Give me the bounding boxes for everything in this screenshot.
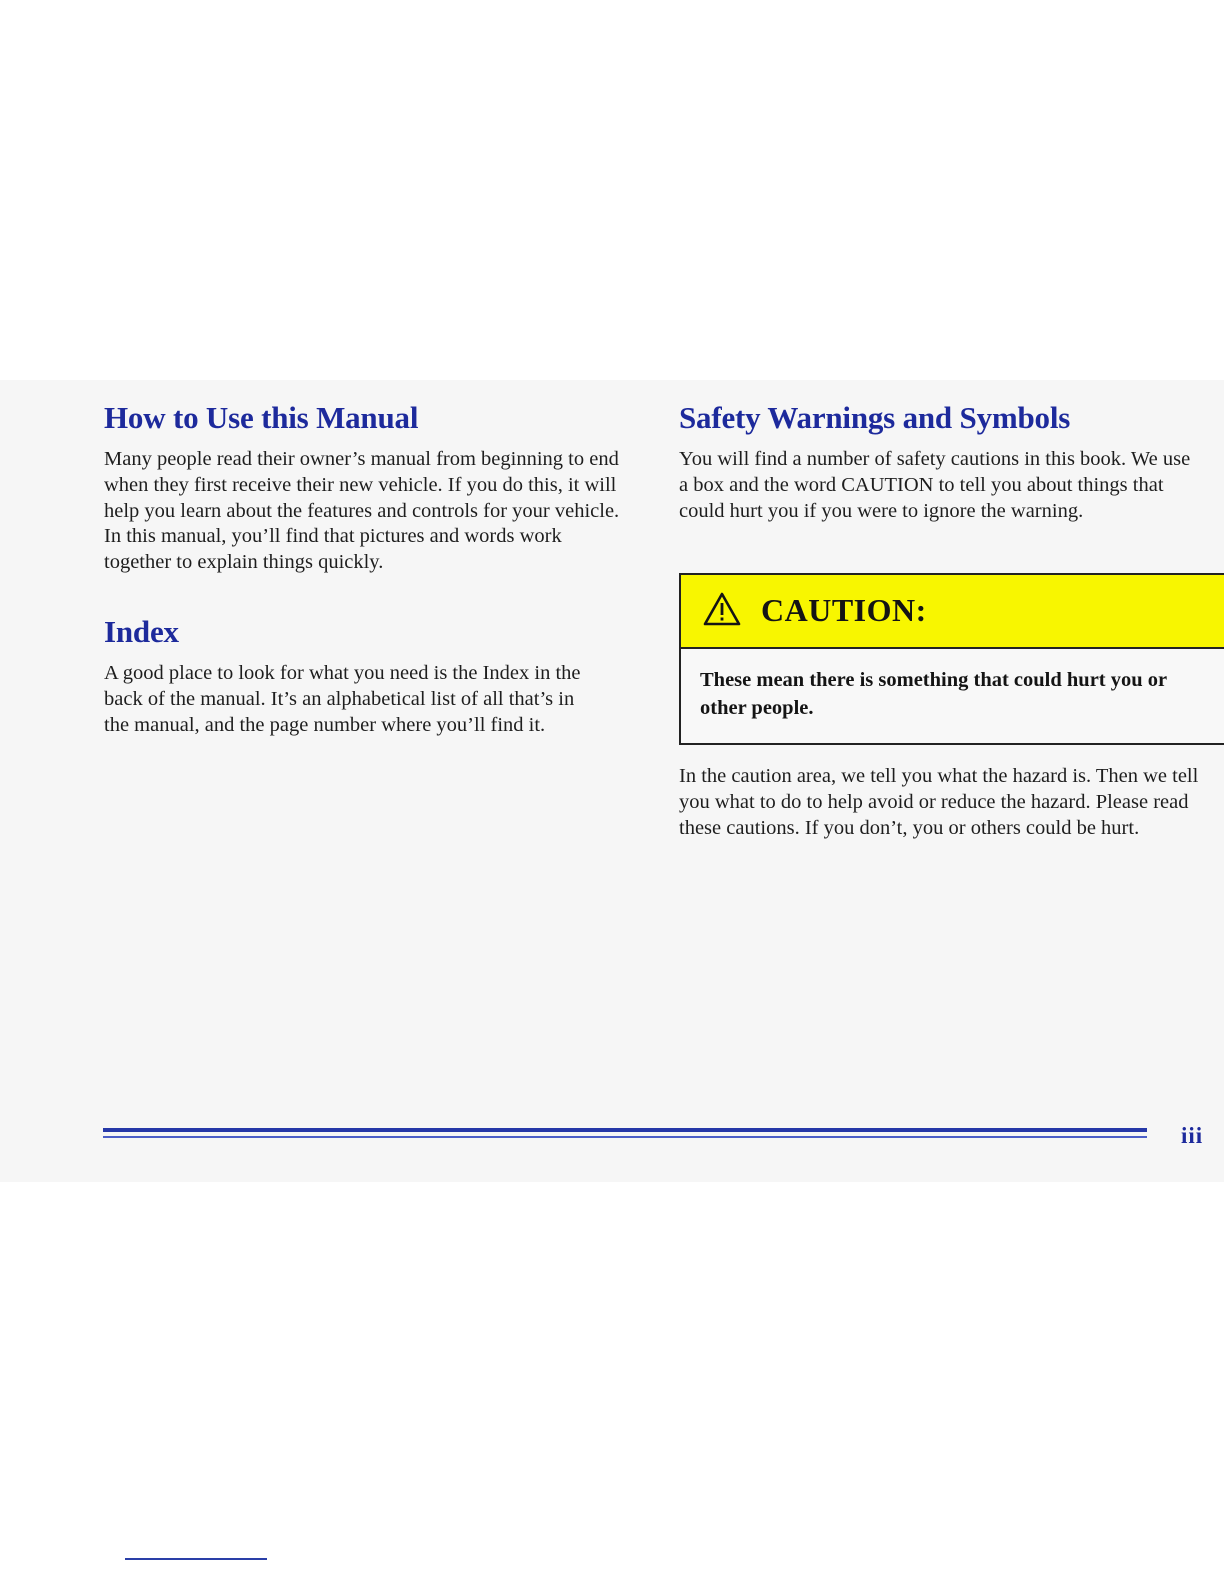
section-body-how-to-use: Many people read their owner’s manual from beginning to end when they first receive their new vehicle. If you do this, it will help you learn about the features and controls for your vehicle. In this manual, you’ll find that pictures and words work together to explain things quickly. — [104, 448, 620, 574]
caution-header — [681, 575, 1224, 649]
caution-box — [679, 573, 1224, 745]
section-body-index: A good place to look for what you need is the Index in the back of the manual. It’s an alphabetical list of all that’s in the manual, and the page number where you’ll find it. — [104, 662, 581, 736]
section-heading-safety: Safety Warnings and Symbols — [679, 400, 1071, 435]
caution-body: These mean there is something that could hurt you or other people. — [700, 669, 1167, 719]
caution-title: CAUTION: — [761, 592, 927, 628]
page-number: iii — [1181, 1123, 1204, 1148]
section-heading-how-to-use: How to Use this Manual — [104, 400, 419, 435]
footer-rule-thick — [103, 1128, 1147, 1132]
section-body-safety-intro: You will find a number of safety cautions in this book. We use a box and the word CAUTION to tell you about things that could hurt you if you were to ignore the warning. — [679, 448, 1191, 522]
section-body-safety-after: In the caution area, we tell you what the hazard is. Then we tell you what to do to help avoid or reduce the hazard. Please read these cautions. If you don’t, you or others could be hurt. — [679, 765, 1199, 839]
footer-rule-thin — [103, 1136, 1147, 1138]
bottom-underline — [125, 1558, 267, 1560]
warning-triangle-icon — [703, 592, 741, 626]
manual-page — [0, 380, 1224, 1182]
footer-rule — [103, 1128, 1147, 1142]
section-heading-index: Index — [104, 614, 179, 649]
